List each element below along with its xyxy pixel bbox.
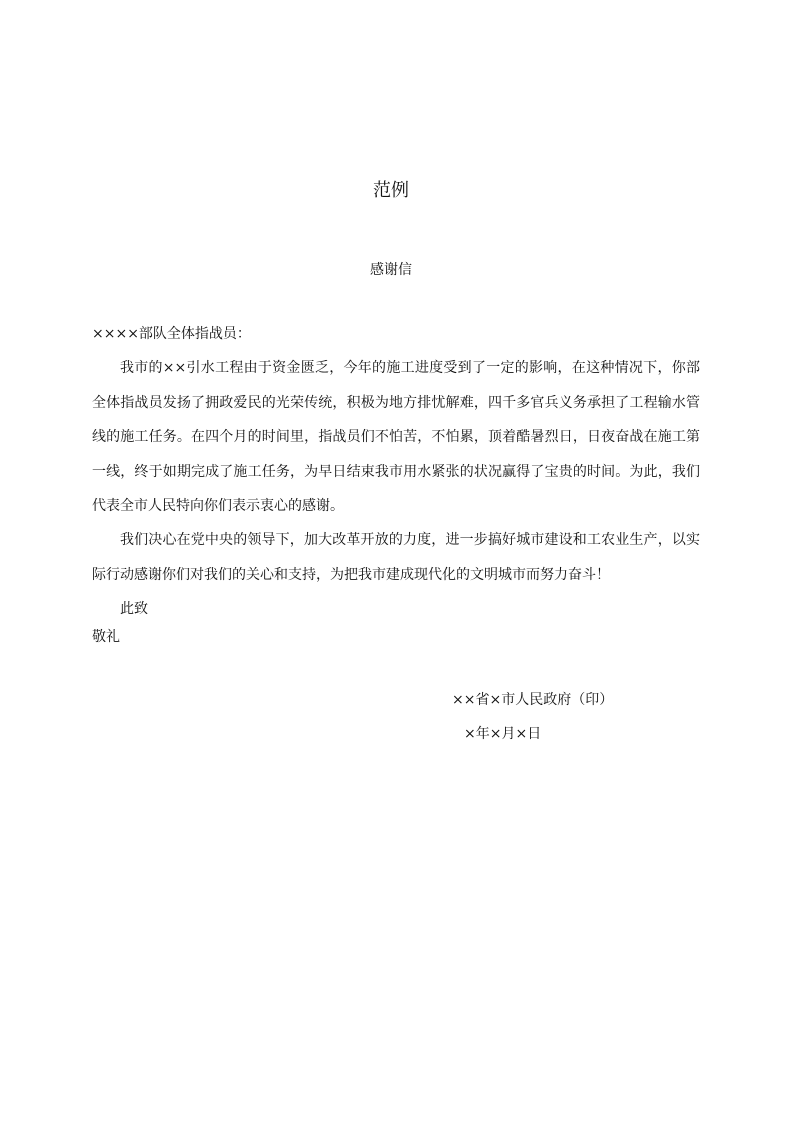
letter-title: 感谢信 [370, 262, 412, 278]
paragraph-line: 际行动感谢你们对我们的关心和支持，为把我市建成现代化的文明城市而努力奋斗！ [92, 567, 610, 583]
closing-salute: 敬礼 [92, 629, 120, 645]
paragraph-line: 线的施工任务。在四个月的时间里，指战员们不怕苦，不怕累，顶着酷暑烈日，日夜奋战在施工第 [92, 429, 700, 445]
paragraph-line: 一线，终于如期完成了施工任务，为早日结束我市用水紧张的状况赢得了宝贵的时间。为此，我们 [92, 464, 700, 480]
signature: ××省×市人民政府（印） [452, 692, 614, 708]
paragraph-line: 全体指战员发扬了拥政爱民的光荣传统，积极为地方排忧解难，四千多官兵义务承担了工程输水管 [92, 395, 700, 411]
paragraph-line: 我们决心在党中央的领导下，加大改革开放的力度，进一步搞好城市建设和工农业生产，以实 [120, 532, 700, 548]
page-title: 范例 [373, 180, 409, 201]
closing-greeting: 此致 [120, 601, 148, 617]
salutation: ××××部队全体指战员： [92, 326, 251, 342]
paragraph-line: 代表全市人民特向你们表示衷心的感谢。 [92, 498, 344, 514]
date: ×年×月×日 [464, 726, 542, 742]
paragraph-line: 我市的××引水工程由于资金匮乏，今年的施工进度受到了一定的影响，在这种情况下，你部 [120, 360, 700, 376]
